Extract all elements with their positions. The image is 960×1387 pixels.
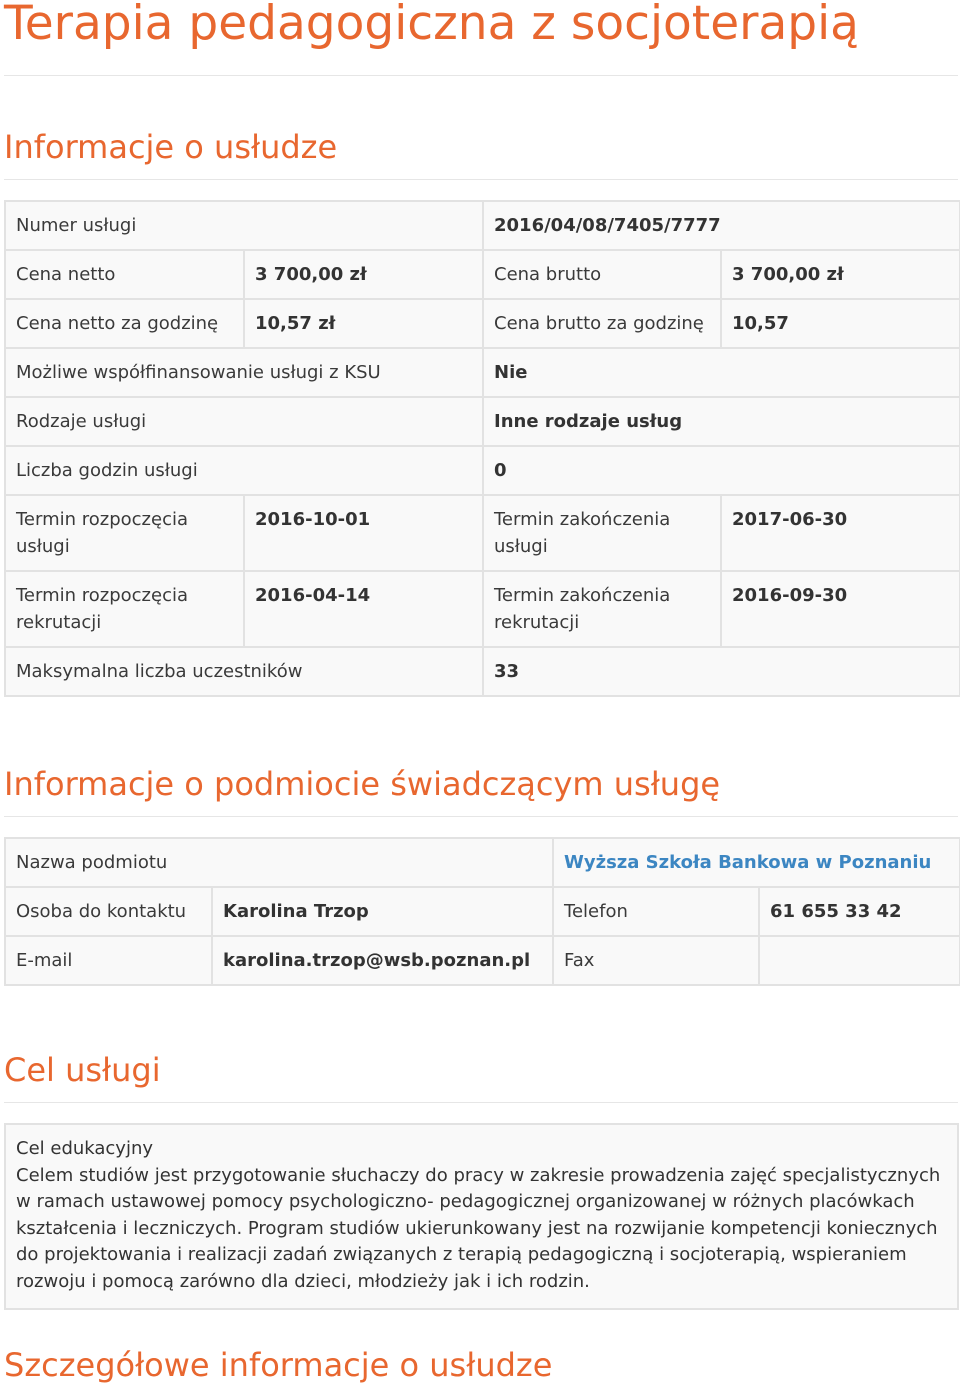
service-start-value: 2016-10-01 [244, 495, 483, 571]
service-end-label: Termin zakończenia usługi [483, 495, 721, 571]
email-value[interactable]: karolina.trzop@wsb.poznan.pl [212, 936, 553, 985]
table-row [5, 348, 960, 397]
goal-box [4, 1123, 959, 1310]
goal-heading: Cel usługi [4, 1051, 161, 1089]
cofinancing-value: Nie [483, 348, 960, 397]
table-row [5, 838, 960, 887]
table-row [5, 887, 960, 936]
service-start-label: Termin rozpoczęcia usługi [5, 495, 244, 571]
net-price-label: Cena netto [5, 250, 244, 299]
service-types-label: Rodzaje usługi [5, 397, 483, 446]
service-info-heading: Informacje o usłudze [4, 128, 338, 166]
table-row [5, 571, 960, 647]
details-heading: Szczegółowe informacje o usłudze [4, 1346, 553, 1384]
gross-price-value: 3 700,00 zł [721, 250, 960, 299]
max-participants-label: Maksymalna liczba uczestników [5, 647, 483, 696]
page-title: Terapia pedagogiczna z socjoterapią [4, 0, 859, 51]
net-hourly-label: Cena netto za godzinę [5, 299, 244, 348]
entity-name-label: Nazwa podmiotu [5, 838, 553, 887]
table-row [5, 397, 960, 446]
service-number-value: 2016/04/08/7405/7777 [483, 201, 960, 250]
table-row [5, 936, 960, 985]
provider-info-table [4, 837, 960, 986]
gross-hourly-value: 10,57 [721, 299, 960, 348]
contact-person-label: Osoba do kontaktu [5, 887, 212, 936]
service-types-value: Inne rodzaje usług [483, 397, 960, 446]
phone-label: Telefon [553, 887, 759, 936]
service-end-value: 2017-06-30 [721, 495, 960, 571]
table-row [5, 647, 960, 696]
hours-value: 0 [483, 446, 960, 495]
service-info-table [4, 200, 960, 697]
recruit-start-value: 2016-04-14 [244, 571, 483, 647]
phone-value: 61 655 33 42 [759, 887, 960, 936]
fax-label: Fax [553, 936, 759, 985]
recruit-end-value: 2016-09-30 [721, 571, 960, 647]
fax-value [759, 936, 960, 985]
net-price-value: 3 700,00 zł [244, 250, 483, 299]
goal-label: Cel edukacyjny [16, 1138, 154, 1159]
gross-hourly-label: Cena brutto za godzinę [483, 299, 721, 348]
entity-name-link[interactable]: Wyższa Szkoła Bankowa w Poznaniu [553, 838, 960, 887]
cofinancing-label: Możliwe współfinansowanie usługi z KSU [5, 348, 483, 397]
max-participants-value: 33 [483, 647, 960, 696]
recruit-end-label: Termin zakończenia rekrutacji [483, 571, 721, 647]
goal-text: Celem studiów jest przygotowanie słuchaczy do pracy w zakresie prowadzenia zajęć specjalistycznych w ramach ustawowej pomocy psychologiczno- pedagogicznej organizowanej w różnych placówkach kształcenia i leczniczych. Program studiów ukierunkowany jest na rozwijanie kompetencji koniecznych do projektowania i realizacji zadań związanych z terapią pedagogiczną i socjoterapią, wspieraniem rozwoju i pomocą zarówno dla dzieci, młodzieży jak i ich rodzin. [16, 1164, 941, 1292]
table-row [5, 299, 960, 348]
table-row [5, 201, 960, 250]
service-info-divider [4, 179, 958, 180]
recruit-start-label: Termin rozpoczęcia rekrutacji [5, 571, 244, 647]
title-divider [4, 75, 958, 76]
provider-info-heading: Informacje o podmiocie świadczącym usługę [4, 765, 721, 803]
hours-label: Liczba godzin usługi [5, 446, 483, 495]
provider-info-divider [4, 816, 958, 817]
net-hourly-value: 10,57 zł [244, 299, 483, 348]
gross-price-label: Cena brutto [483, 250, 721, 299]
table-row [5, 250, 960, 299]
contact-person-value: Karolina Trzop [212, 887, 553, 936]
table-row [5, 495, 960, 571]
service-number-label: Numer usługi [5, 201, 483, 250]
table-row [5, 446, 960, 495]
goal-divider [4, 1102, 958, 1103]
email-label: E-mail [5, 936, 212, 985]
